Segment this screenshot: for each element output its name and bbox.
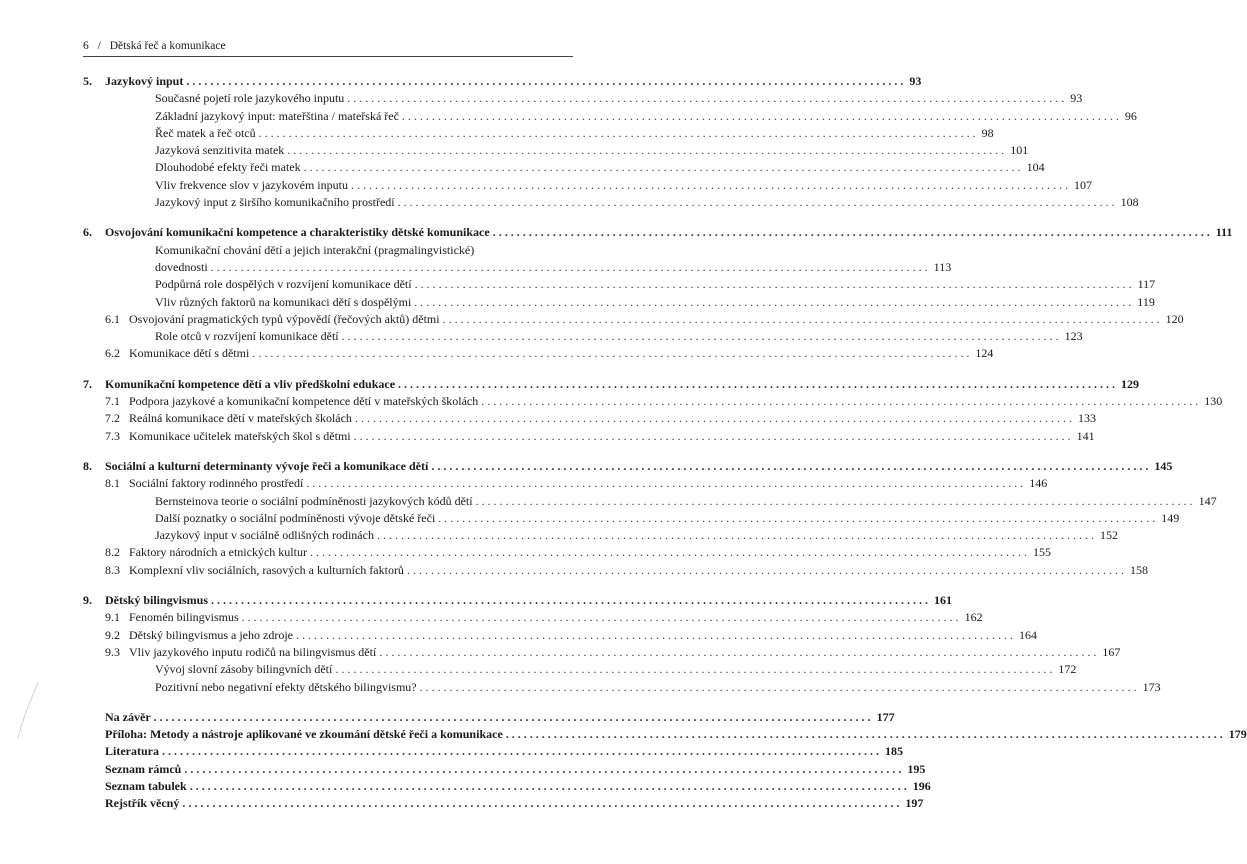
toc-entry-title: dovednosti [155,259,208,274]
dot-leader: ........................................................................................................................ [295,627,1016,642]
toc-entry[interactable] [83,778,931,795]
toc-entry-page-number: 167 [1102,644,1121,659]
dot-leader: ........................................................................................................................ [287,143,1008,158]
toc-entry[interactable] [83,493,1217,510]
toc-entry[interactable] [83,177,1092,194]
dot-leader: ........................................................................................................................ [401,108,1122,123]
toc-entry-title: Podpůrná role dospělých v rozvíjení komunikace dětí [155,277,412,292]
dot-leader: ........................................................................................................................ [398,376,1119,391]
toc-entry-title: Literatura [105,744,159,759]
toc-entry-title: Pozitivní nebo negativní efekty dětského bilingvismu? [155,679,417,694]
toc-entry-page-number: 104 [1026,160,1045,175]
header-separator: / [97,40,101,52]
toc-entry-page-number: 185 [884,744,903,759]
dot-leader: ........................................................................................................................ [379,644,1100,659]
dot-leader: ........................................................................................................................ [210,259,931,274]
toc-entry-title: Vliv frekvence slov v jazykovém inputu [155,177,348,192]
dot-leader: ........................................................................................................................ [406,562,1127,577]
toc-entry-title: Jazykový input z širšího komunikačního prostředí [155,195,395,210]
toc-entry-page-number: 149 [1161,510,1180,525]
toc-entry[interactable] [83,242,573,259]
toc-entry[interactable] [83,194,1139,211]
toc-entry-title: Role otců v rozvíjení komunikace dětí [155,329,339,344]
toc-entry-title: Jazykový input v sociálně odlišných rodinách [155,528,374,543]
toc-entry[interactable] [83,224,1233,241]
toc-entry-page-number: 164 [1018,627,1037,642]
dot-leader: ........................................................................................................................ [438,510,1159,525]
toc-entry-title: Jazyková senzitivita matek [155,143,285,158]
toc-entry[interactable] [83,761,926,778]
toc-entry[interactable] [83,562,1148,579]
dot-leader: ........................................................................................................................ [341,329,1062,344]
section-gap [83,211,573,224]
toc-entry-number: 7.2 [105,411,120,426]
toc-entry-page-number: 146 [1029,476,1048,491]
dot-leader: ........................................................................................................................ [414,277,1135,292]
toc-entry-page-number: 197 [905,796,924,811]
running-header [83,40,573,57]
toc-entry[interactable] [83,276,1156,293]
toc-entry-title: Rejstřík věcný [105,796,180,811]
toc-entry-page-number: 162 [964,610,983,625]
toc-entry-page-number: 195 [907,761,926,776]
toc-entry-title: Komplexní vliv sociálních, rasových a kulturních faktorů [129,562,404,577]
toc-entry-number: 8.1 [105,476,120,491]
toc-entry-title: Fenomén bilingvismus [129,610,239,625]
toc-entry-title: Vliv jazykového inputu rodičů na bilingvismus dětí [129,644,377,659]
toc-entry-number: 9.3 [105,644,120,659]
toc-entry-title: Základní jazykový input: mateřština / mateřská řeč [155,108,399,123]
toc-entry-page-number: 179 [1228,727,1247,742]
toc-entry-page-number: 93 [1070,91,1083,106]
toc-entry[interactable] [83,294,1155,311]
toc-entry[interactable] [83,259,952,276]
toc-entry[interactable] [83,743,903,760]
toc-entry[interactable] [83,609,983,626]
header-book-title: Dětská řeč a komunikace [109,40,226,52]
dot-leader: ........................................................................................................................ [186,74,907,88]
toc-entry-title: Dětský bilingvismus a jeho zdroje [129,627,293,642]
section-gap [83,363,573,376]
toc-entry-page-number: 101 [1010,143,1029,158]
toc-entry-page-number: 145 [1154,458,1173,473]
toc-entry-title: Jazykový input [105,74,184,88]
dot-leader: ........................................................................................................................ [161,744,882,759]
toc-entry[interactable] [83,393,1223,410]
toc-entry[interactable] [83,679,1161,696]
header-page-number: 6 [83,40,89,52]
toc-entry-number: 8.2 [105,545,120,560]
toc-entry[interactable] [83,726,1247,743]
toc-entry-page-number: 161 [934,593,953,608]
toc-entry-number: 8. [83,458,92,473]
toc-entry-number: 8.3 [105,562,120,577]
toc-entry-page-number: 108 [1120,195,1139,210]
toc-entry-page-number: 96 [1124,108,1137,123]
dot-leader: ........................................................................................................................ [153,709,874,724]
toc-entry-number: 7.3 [105,428,120,443]
toc-entry[interactable] [83,410,1096,427]
toc-entry[interactable] [83,527,1118,544]
toc-entry-number: 6. [83,225,92,240]
toc-entry-title: Komunikační chování dětí a jejich interakční (pragmalingvistické) [155,242,475,257]
toc-entry-page-number: 147 [1198,493,1217,508]
toc-entry-title: Na závěr [105,709,151,724]
toc-entry-title: Současné pojetí role jazykového inputu [155,91,345,106]
toc-entry-number: 5. [83,74,92,88]
dot-leader: ........................................................................................................................ [397,195,1118,210]
toc-entry-title: Seznam rámců [105,761,182,776]
toc-entry-page-number: 124 [975,346,994,361]
toc-entry[interactable] [83,108,1137,125]
toc-entry-title: Komunikace učitelek mateřských škol s dětmi [129,428,351,443]
toc-entry-page-number: 158 [1129,562,1148,577]
dot-leader: ........................................................................................................................ [211,593,932,608]
toc-entry-page-number: 130 [1204,394,1223,409]
dot-leader: ........................................................................................................................ [431,458,1152,473]
toc-entry-page-number: 141 [1076,428,1095,443]
toc-entry-title: Osvojování pragmatických typů výpovědí (řečových aktů) dětmi [129,311,440,326]
toc-entry[interactable] [83,345,994,362]
dot-leader: ........................................................................................................................ [184,761,905,776]
toc-entry-page-number: 93 [909,74,922,88]
toc-entry-page-number: 196 [912,778,931,793]
section-gap [83,579,573,592]
toc-entry[interactable] [83,592,953,609]
dot-leader: ........................................................................................................................ [241,610,962,625]
toc-entry-page-number: 111 [1215,225,1233,240]
toc-entry-page-number: 155 [1032,545,1051,560]
toc-entry-page-number: 120 [1165,311,1184,326]
toc-entry-page-number: 98 [981,125,994,140]
toc-entry-title: Komunikace dětí s dětmi [129,346,250,361]
toc-entry-page-number: 172 [1058,662,1077,677]
toc-entry-title: Podpora jazykové a komunikační kompetence dětí v mateřských školách [129,394,479,409]
toc-entry-title: Reálná komunikace dětí v mateřských školách [129,411,352,426]
table-of-contents [83,73,1247,813]
dot-leader: ........................................................................................................................ [492,225,1213,240]
toc-entry[interactable] [83,90,1083,107]
dot-leader: ........................................................................................................................ [350,177,1071,192]
toc-entry-number: 9.1 [105,610,120,625]
dot-leader: ........................................................................................................................ [376,528,1097,543]
toc-entry-page-number: 123 [1064,329,1083,344]
toc-entry-number: 7.1 [105,394,120,409]
toc-entry-title: Příloha: Metody a nástroje aplikované ve zkoumání dětské řeči a komunikace [105,727,503,742]
toc-entry[interactable] [83,661,1077,678]
toc-entry-title: Dětský bilingvismus [105,593,209,608]
dot-leader: ........................................................................................................................ [414,294,1135,309]
dot-leader: ........................................................................................................................ [258,125,979,140]
toc-entry-title: Sociální faktory rodinného prostředí [129,476,304,491]
toc-entry-page-number: 119 [1137,294,1155,309]
dot-leader: ........................................................................................................................ [505,727,1226,742]
toc-entry-title: Sociální a kulturní determinanty vývoje řeči a komunikace dětí [105,458,429,473]
toc-entry-page-number: 117 [1137,277,1156,292]
toc-entry[interactable] [83,475,1048,492]
dot-leader: ........................................................................................................................ [252,346,973,361]
toc-entry-title: Bernsteinova teorie o sociální podmíněnosti jazykových kódů dětí [155,493,473,508]
toc-entry[interactable] [83,458,1173,475]
dot-leader: ........................................................................................................................ [475,493,1196,508]
toc-entry-page-number: 129 [1121,376,1140,391]
dot-leader: ........................................................................................................................ [353,428,1074,443]
toc-entry[interactable] [83,159,1045,176]
toc-entry[interactable] [83,709,895,726]
pencil-margin-mark [14,680,44,740]
toc-entry-page-number: 133 [1077,411,1096,426]
dot-leader: ........................................................................................................................ [303,160,1024,175]
dot-leader: ........................................................................................................................ [182,796,903,811]
toc-entry[interactable] [83,510,1180,527]
dot-leader: ........................................................................................................................ [419,679,1140,694]
dot-leader: ........................................................................................................................ [306,476,1027,491]
toc-entry-title: Další poznatky o sociální podmíněnosti vývoje dětské řeči [155,510,436,525]
toc-entry[interactable] [83,544,1051,561]
dot-leader: ........................................................................................................................ [481,394,1202,409]
dot-leader: ........................................................................................................................ [354,411,1075,426]
dot-leader: ........................................................................................................................ [442,311,1163,326]
toc-entry[interactable] [83,73,922,90]
section-gap [83,445,573,458]
toc-entry-title: Faktory národních a etnických kultur [129,545,307,560]
dot-leader: ........................................................................................................................ [189,778,910,793]
toc-entry-title: Vývoj slovní zásoby bilingvních dětí [155,662,333,677]
toc-entry-page-number: 173 [1142,679,1161,694]
toc-entry-number: 9.2 [105,627,120,642]
toc-entry-title: Komunikační kompetence dětí a vliv předškolní edukace [105,376,396,391]
toc-entry-page-number: 152 [1099,528,1118,543]
toc-entry[interactable] [83,644,1121,661]
dot-leader: ........................................................................................................................ [347,91,1068,106]
toc-entry-page-number: 107 [1073,177,1092,192]
toc-entry-title: Seznam tabulek [105,778,187,793]
toc-entry[interactable] [83,311,1184,328]
dot-leader: ........................................................................................................................ [309,545,1030,560]
toc-entry-number: 6.1 [105,311,120,326]
toc-entry[interactable] [83,125,994,142]
section-gap [83,696,573,709]
toc-entry-number: 9. [83,593,92,608]
toc-entry-page-number: 177 [876,709,895,724]
toc-entry[interactable] [83,627,1037,644]
toc-entry[interactable] [83,142,1029,159]
dot-leader: ........................................................................................................................ [335,662,1056,677]
toc-entry-title: Dlouhodobé efekty řeči matek [155,160,301,175]
toc-entry[interactable] [83,428,1095,445]
toc-entry-title: Řeč matek a řeč otců [155,125,256,140]
toc-entry[interactable] [83,328,1083,345]
toc-entry-number: 6.2 [105,346,120,361]
toc-entry-number: 7. [83,376,92,391]
toc-entry-title: Vliv různých faktorů na komunikaci dětí s dospělými [155,294,412,309]
toc-entry-title: Osvojování komunikační kompetence a charakteristiky dětské komunikace [105,225,490,240]
toc-entry-page-number: 113 [933,259,952,274]
toc-entry[interactable] [83,376,1140,393]
toc-entry[interactable] [83,795,924,812]
